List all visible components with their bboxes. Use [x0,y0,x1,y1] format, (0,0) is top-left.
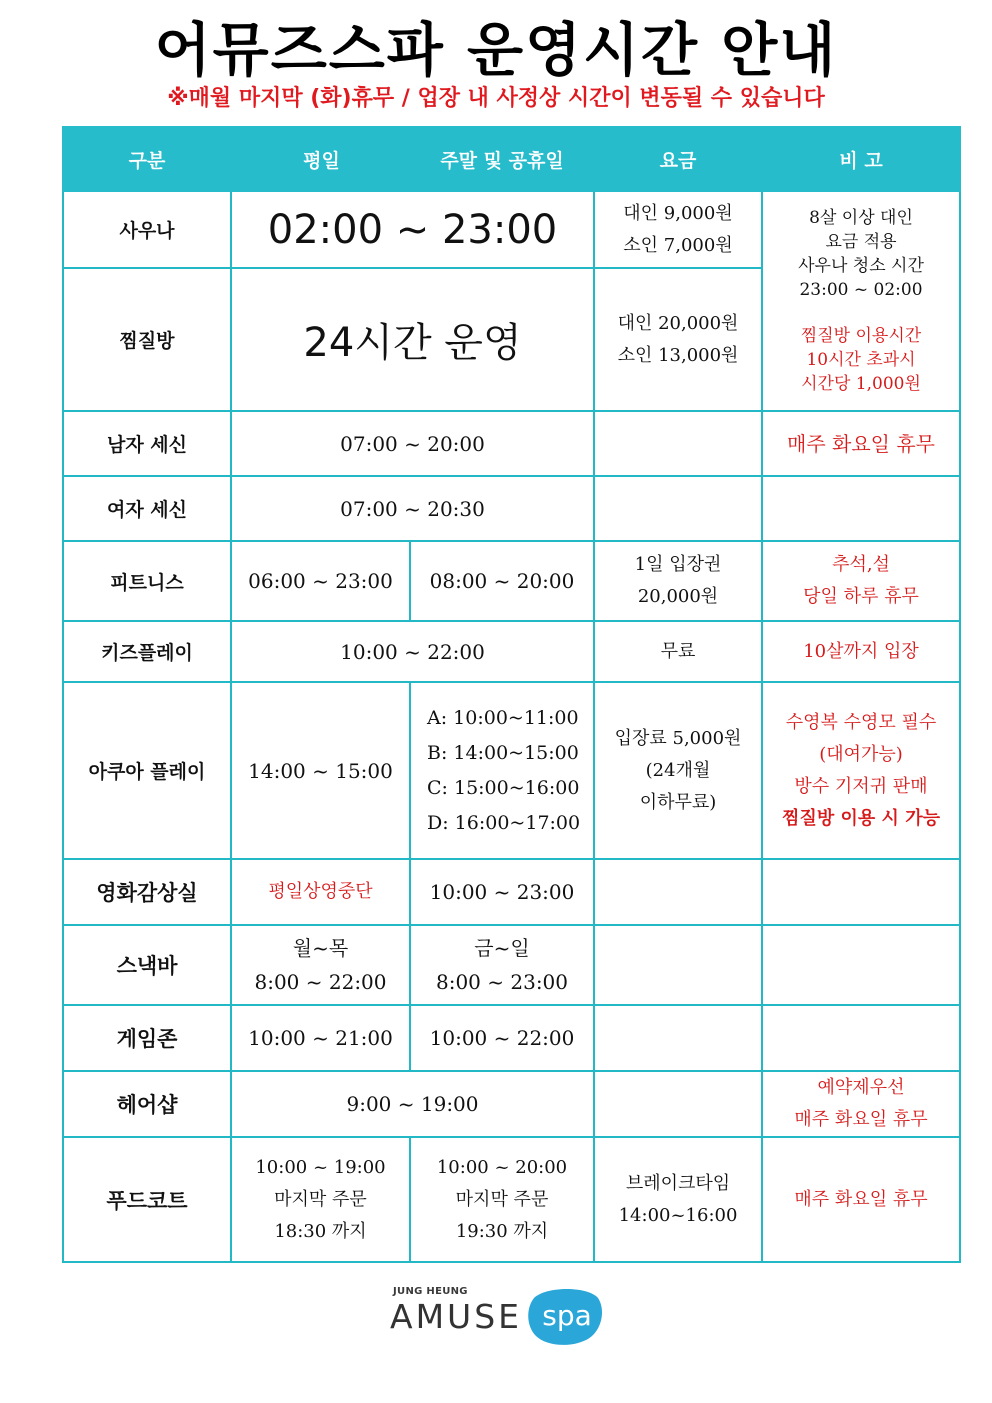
row-sauna [63,191,960,268]
row-movie [63,859,960,925]
fitness-note-line: 추석,설 [832,554,890,575]
sauna-fee-adult: 대인 9,000원 [623,202,733,224]
kids-play-hours: 10:00 ~ 22:00 [231,621,594,682]
col-note: 비 고 [762,127,960,191]
food-fee [594,1137,762,1262]
note-line-red: 시간당 1,000원 [801,374,921,394]
game-fee [594,1005,762,1071]
sauna-jjimjilbang-note [762,191,960,411]
food-weekday [231,1137,410,1262]
fitness-note [762,541,960,621]
food-weekend-line: 10:00 ~ 20:00 [436,1156,568,1178]
page-subtitle: ※매월 마지막 (화)휴무 / 업장 내 사정상 시간이 변동될 수 있습니다 [167,86,825,111]
game-note [762,1005,960,1071]
snack-weekday-days: 월~목 [292,936,349,960]
fitness-note-line: 당일 하루 휴무 [803,586,919,607]
row-label-food: 푸드코트 [63,1137,231,1262]
col-fee: 요금 [594,127,762,191]
row-fitness [63,541,960,621]
food-weekday-line: 마지막 주문 [274,1188,367,1210]
aqua-note-line: 방수 기저귀 판매 [794,775,928,797]
snack-weekend-hours: 8:00 ~ 23:00 [435,970,569,994]
col-weekday: 평일 [303,149,340,172]
hair-hours: 9:00 ~ 19:00 [231,1071,594,1137]
aqua-play-weekday: 14:00 ~ 15:00 [231,682,410,859]
game-weekday: 10:00 ~ 21:00 [231,1005,410,1071]
aqua-note-line: 수영복 수영모 필수 [785,711,937,733]
aqua-note-line: 찜질방 이용 시 가능 [782,807,940,829]
note-line: 사우나 청소 시간 [798,256,924,276]
row-male-wash [63,411,960,476]
hours-table [62,126,961,1263]
movie-weekday: 평일상영중단 [231,859,410,925]
kids-play-fee: 무료 [594,621,762,682]
food-fee-line: 14:00~16:00 [618,1204,738,1226]
food-weekend-line: 19:30 까지 [455,1220,549,1242]
jjimjilbang-fee-adult: 대인 20,000원 [617,312,739,334]
food-weekday-line: 18:30 까지 [274,1220,367,1242]
fitness-fee [594,541,762,621]
jjimjilbang-fee-child: 소인 13,000원 [617,344,739,366]
sauna-fee [594,191,762,268]
amuse-spa-logo [390,1286,610,1348]
logo-spa-text: spa [542,1299,592,1332]
note-line: 8살 이상 대인 [809,208,913,228]
sauna-fee-child: 소인 7,000원 [623,234,733,256]
row-aqua-play [63,682,960,859]
game-weekend: 10:00 ~ 22:00 [410,1005,594,1071]
header-row [63,127,960,191]
aqua-session-c: C: 15:00~16:00 [427,776,580,799]
row-snack [63,925,960,1005]
aqua-fee-line: (24개월 [645,759,711,781]
snack-weekday [231,925,410,1005]
hair-note-line: 매주 화요일 휴무 [794,1109,928,1130]
row-label-aqua-play: 아쿠아 플레이 [63,682,231,859]
row-label-game: 게임존 [63,1005,231,1071]
fitness-weekend: 08:00 ~ 20:00 [410,541,594,621]
male-wash-fee [594,411,762,476]
hair-note [762,1071,960,1137]
snack-fee [594,925,762,1005]
food-note: 매주 화요일 휴무 [762,1137,960,1262]
row-label-movie: 영화감상실 [63,859,231,925]
aqua-session-b: B: 14:00~15:00 [427,741,579,764]
aqua-fee-line: 이하무료) [639,791,717,813]
aqua-play-weekend [410,682,594,859]
aqua-session-d: D: 16:00~17:00 [427,811,581,834]
movie-fee [594,859,762,925]
row-label-female-wash: 여자 세신 [63,476,231,541]
food-fee-line: 브레이크타임 [625,1172,731,1194]
row-label-jjimjilbang: 찜질방 [63,268,231,411]
col-category: 구분 [63,127,231,191]
row-label-snack: 스낵바 [63,925,231,1005]
female-wash-hours: 07:00 ~ 20:30 [231,476,594,541]
row-female-wash [63,476,960,541]
jjimjilbang-fee [594,268,762,411]
row-label-sauna: 사우나 [63,191,231,268]
aqua-note-line: (대여가능) [819,743,903,765]
hair-fee [594,1071,762,1137]
male-wash-hours: 07:00 ~ 20:00 [231,411,594,476]
jjimjilbang-hours: 24시간 운영 [231,268,594,411]
note-line-red: 찜질방 이용시간 [800,326,922,346]
logo-brand: AMUSE [390,1297,522,1336]
snack-weekend [410,925,594,1005]
aqua-play-note [762,682,960,859]
note-line: 요금 적용 [825,232,897,252]
food-weekday-line: 10:00 ~ 19:00 [255,1156,386,1178]
movie-note [762,859,960,925]
fitness-fee-line: 20,000원 [637,586,719,607]
note-spacer [763,302,959,324]
col-day-types [231,127,594,191]
female-wash-note [762,476,960,541]
row-hair [63,1071,960,1137]
row-label-male-wash: 남자 세신 [63,411,231,476]
row-food [63,1137,960,1262]
aqua-fee-line: 입장료 5,000원 [614,727,742,749]
snack-weekend-days: 금~일 [474,936,530,960]
aqua-play-fee [594,682,762,859]
col-weekend: 주말 및 공휴일 [440,149,564,172]
row-label-kids-play: 키즈플레이 [63,621,231,682]
logo-subtitle: JUNG HEUNG [393,1286,468,1297]
food-weekend [410,1137,594,1262]
snack-weekday-hours: 8:00 ~ 22:00 [254,970,387,994]
row-label-hair: 헤어샵 [63,1071,231,1137]
hair-note-line: 예약제우선 [817,1077,905,1098]
fitness-fee-line: 1일 입장권 [634,554,722,575]
note-line-red: 10시간 초과시 [806,350,916,370]
row-label-fitness: 피트니스 [63,541,231,621]
fitness-weekday: 06:00 ~ 23:00 [231,541,410,621]
page-title: 어뮤즈스파 운영시간 안내 [154,16,838,84]
female-wash-fee [594,476,762,541]
row-kids-play [63,621,960,682]
male-wash-note: 매주 화요일 휴무 [762,411,960,476]
snack-note [762,925,960,1005]
note-line: 23:00 ~ 02:00 [799,280,923,300]
kids-play-note: 10살까지 입장 [762,621,960,682]
row-game [63,1005,960,1071]
aqua-session-a: A: 10:00~11:00 [427,706,579,729]
sauna-hours: 02:00 ~ 23:00 [231,191,594,268]
movie-weekend: 10:00 ~ 23:00 [410,859,594,925]
food-weekend-line: 마지막 주문 [455,1188,549,1210]
